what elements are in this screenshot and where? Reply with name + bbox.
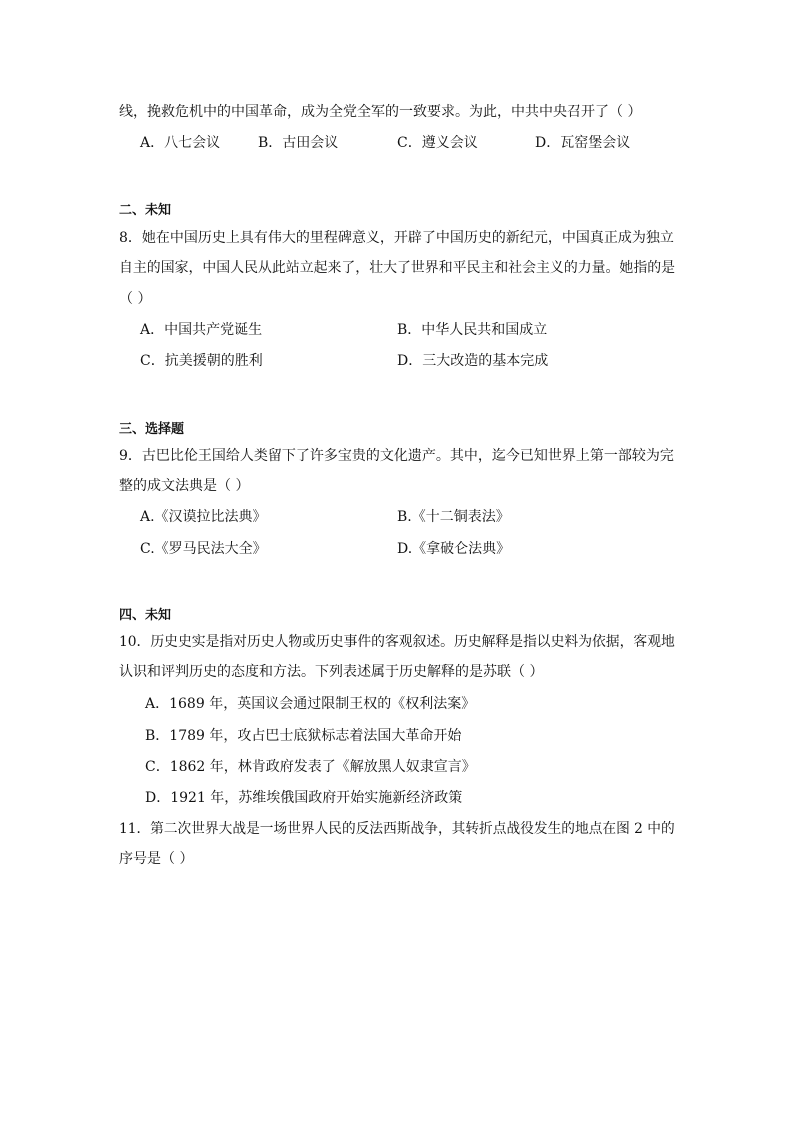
q10-stem-line-2: 认识和评判历史的态度和方法。下列表述属于历史解释的是苏联（ ） — [119, 664, 544, 680]
q10-option-d: D．1921 年，苏维埃俄国政府开始实施新经济政策 — [145, 790, 463, 806]
q8-stem-line-2: 自主的国家，中国人民从此站立起来了，壮大了世界和平民主和社会主义的力量。她指的是 — [119, 260, 676, 276]
q10-option-b: B．1789 年，攻占巴士底狱标志着法国大革命开始 — [145, 728, 462, 744]
q9-stem-line-1: 9．古巴比伦王国给人类留下了许多宝贵的文化遗产。其中，迄今已知世界上第一部较为完 — [119, 448, 674, 464]
q11-stem-line-2: 序号是（ ） — [119, 851, 194, 867]
q7-option-a: A．八七会议 — [140, 135, 221, 151]
q7-option-d: D．瓦窑堡会议 — [535, 135, 631, 151]
q8-stem-line-3: （ ） — [119, 291, 152, 307]
section-heading-3: 三、选择题 — [119, 422, 185, 437]
q9-option-d: D.《拿破仑法典》 — [397, 541, 511, 557]
q9-option-a: A.《汉谟拉比法典》 — [140, 509, 267, 525]
section-heading-4: 四、未知 — [119, 608, 172, 623]
q8-option-c: C．抗美援朝的胜利 — [140, 353, 263, 369]
q11-stem-line-1: 11．第二次世界大战是一场世界人民的反法西斯战争，其转折点战役发生的地点在图 2 中的 — [119, 821, 675, 837]
q9-stem-line-2: 整的成文法典是（ ） — [119, 478, 250, 494]
q10-option-c: C．1862 年，林肯政府发表了《解放黑人奴隶宣言》 — [145, 759, 476, 775]
q8-option-a: A．中国共产党诞生 — [140, 322, 263, 338]
q7-option-b: B．古田会议 — [258, 135, 339, 151]
q8-stem-line-1: 8．她在中国历史上具有伟大的里程碑意义，开辟了中国历史的新纪元，中国真正成为独立 — [119, 230, 674, 246]
q10-stem-line-1: 10．历史史实是指对历史人物或历史事件的客观叙述。历史解释是指以史料为依据，客观地 — [119, 634, 675, 650]
q10-option-a: A．1689 年，英国议会通过限制王权的《权利法案》 — [145, 696, 476, 712]
q7-stem-line: 线，挽救危机中的中国革命，成为全党全军的一致要求。为此，中共中央召开了（ ） — [119, 104, 642, 120]
q9-option-c: C.《罗马民法大全》 — [140, 541, 267, 557]
q8-option-d: D．三大改造的基本完成 — [397, 353, 549, 369]
q7-option-c: C．遵义会议 — [397, 135, 478, 151]
section-heading-2: 二、未知 — [119, 203, 172, 218]
q8-option-b: B．中华人民共和国成立 — [397, 322, 548, 338]
q9-option-b: B.《十二铜表法》 — [397, 509, 510, 525]
